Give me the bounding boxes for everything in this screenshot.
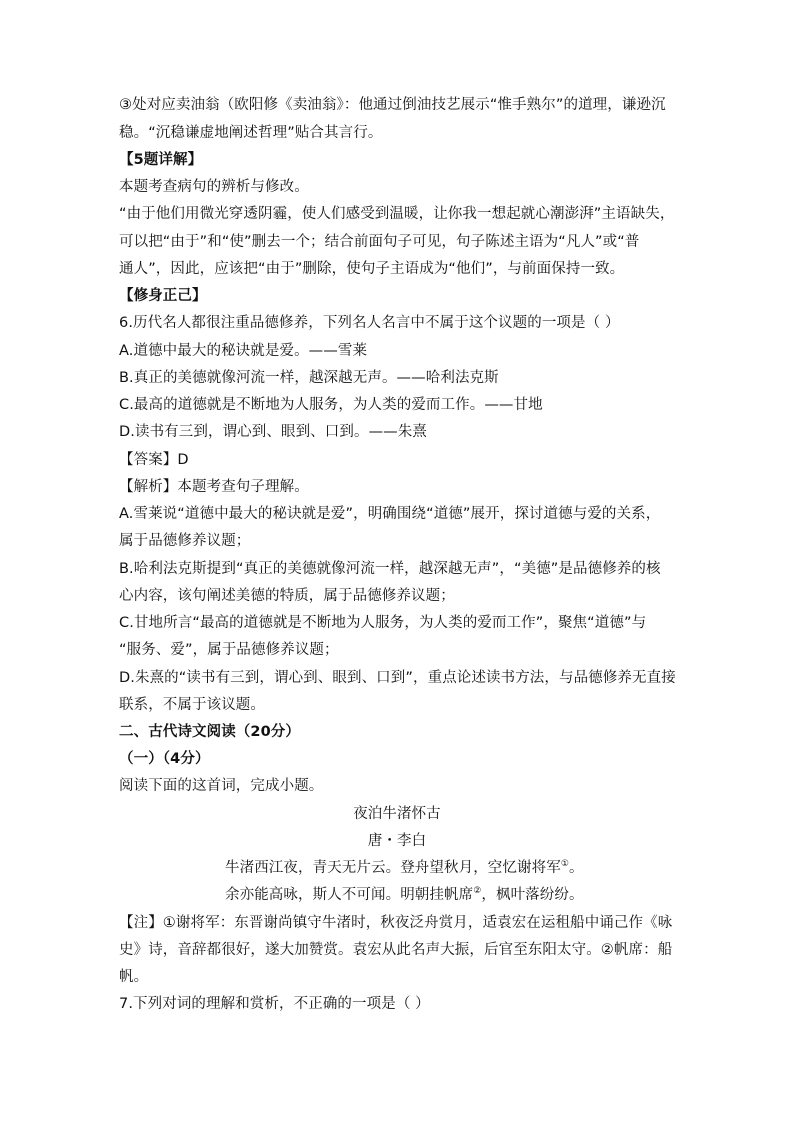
text-line: “由于他们用微光穿透阴霾，使人们感受到温暖，让你我一想起就心潮澎湃”主语缺失， (119, 206, 675, 222)
section-heading: 【修身正己】 (119, 288, 207, 304)
poem-line (225, 885, 685, 905)
text-line: 联系，不属于该议题。 (119, 697, 265, 713)
text-line: 稳。“沉稳谦虚地阐述哲理”贴合其言行。 (119, 125, 383, 141)
question-stem: 7.下列对词的理解和赏析，不正确的一项是（ ） (119, 996, 430, 1012)
option-a: A.道德中最大的秘诀就是爱。——雪莱 (119, 343, 368, 359)
poem-line (225, 858, 685, 878)
question-stem: 6.历代名人都很注重品德修养，下列名人名言中不属于这个议题的一项是（ ） (119, 315, 620, 331)
subpart-heading: （一）（4分） (119, 751, 210, 767)
poem-text: 牛渚西江夜，青天无片云。登舟望秋月，空忆谢将军 (225, 860, 561, 876)
text-line: C.甘地所言“最高的道德就是不断地为人服务，为人类的爱而工作”，聚焦“道德”与 (119, 615, 647, 631)
text-line: ③处对应卖油翁（欧阳修《卖油翁》：他通过倒油技艺展示“惟手熟尔”的道理，谦逊沉 (119, 97, 666, 113)
note-line: 【注】①谢将军：东晋谢尚镇守牛渚时，秋夜泛舟赏月，适袁宏在运租船中诵己作《咏 (119, 915, 673, 931)
note-line: 史》诗，音辞都很好，遂大加赞赏。袁宏从此名声大振，后官至东阳太守。②帆席：船 (119, 942, 673, 958)
analysis-heading: 【解析】本题考查句子理解。 (119, 479, 309, 495)
answer: 【答案】D (119, 452, 189, 468)
text-line: 心内容，该句阐述美德的特质，属于品德修养议题； (119, 588, 455, 604)
option-b: B.真正的美德就像河流一样，越深越无声。——哈利法克斯 (119, 370, 499, 386)
option-c: C.最高的道德就是不断地为人服务，为人类的爱而工作。——甘地 (119, 397, 543, 413)
text-line: A.雪莱说“道德中最大的秘诀就是爱”，明确围绕“道德”展开，探讨道德与爱的关系， (119, 506, 661, 522)
poem-text: 余亦能高咏，斯人不可闻。明朝挂帆席 (225, 887, 474, 903)
section-heading: 【5题详解】 (119, 152, 203, 168)
poem-title: 夜泊牛渚怀古 (353, 806, 441, 822)
text-line: 本题考查病句的辨析与修改。 (119, 179, 309, 195)
footnote-marker: ② (473, 886, 482, 897)
text-line: D.朱熹的“读书有三到，谓心到、眼到、口到”，重点论述读书方法，与品德修养无直接 (119, 670, 676, 686)
text-line: 通人”，因此，应该把“由于”删除，使句子主语成为“他们”，与前面保持一致。 (119, 261, 625, 277)
note-line: 帆。 (119, 969, 149, 985)
poem-author: 唐・李白 (367, 833, 427, 849)
text-line: 属于品德修养议题； (119, 533, 251, 549)
text-line: “服务、爱”，属于品德修养议题； (119, 642, 339, 658)
instruction: 阅读下面的这首词，完成小题。 (119, 778, 324, 794)
part-heading: 二、古代诗文阅读（20分） (119, 724, 300, 740)
text-line: B.哈利法克斯提到“真正的美德就像河流一样，越深越无声”，“美德”是品德修养的核 (119, 561, 661, 577)
footnote-marker: ① (560, 859, 569, 870)
poem-text: 。 (568, 860, 584, 876)
poem-text: ，枫叶落纷纷。 (481, 887, 584, 903)
option-d: D.读书有三到，谓心到、眼到、口到。——朱熹 (119, 424, 427, 440)
text-line: 可以把“由于”和“使”删去一个；结合前面句子可见，句子陈述主语为“凡人”或“普 (119, 234, 640, 250)
